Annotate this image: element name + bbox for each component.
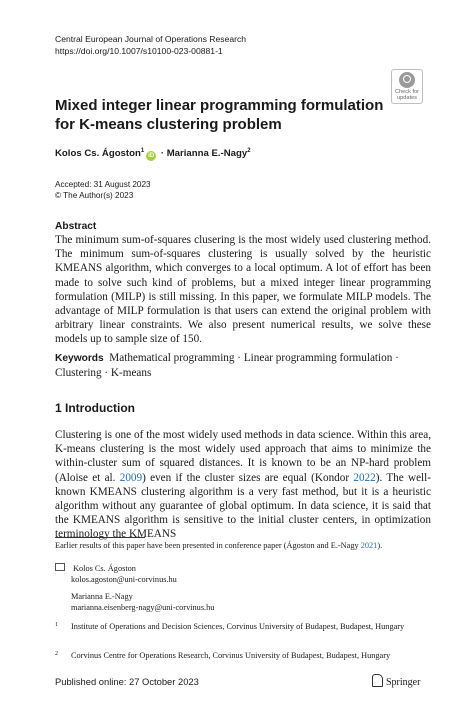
- copyright: © The Author(s) 2023: [55, 191, 134, 200]
- footnote: [55, 541, 431, 550]
- keywords-text: Mathematical programming · Linear programming formulation · Clustering · K-means: [55, 352, 399, 380]
- published-online: Published online: 27 October 2023: [55, 676, 199, 687]
- abstract-text: The minimum sum-of-squares clusering is the most widely used clustering method. The minimum sum-of-squares clustering is usually solved by the heuristic KMEANS algorithm, which converges to a local optimum. A lot of effort has been made to solve such kind of problems, but a mixed integer linear programming formulation (MILP) is still missing. In this paper, we formulate MILP models. The advantage of MILP formulation is that users can extend the original problem with arbitrary linear constraints. We also present numerical results, we solve these models up to sample size of 150.: [55, 234, 431, 346]
- section-heading: 1 Introduction: [55, 401, 135, 415]
- author-2-affiliation: 2: [247, 148, 251, 154]
- check-updates-icon: [399, 72, 415, 88]
- affiliation-number: 2: [55, 651, 58, 657]
- citation-link[interactable]: 2009: [119, 471, 143, 484]
- author-list: [55, 148, 251, 161]
- journal-header: [55, 34, 246, 57]
- paper-title: Mixed integer linear programming formulation for K-means clustering problem: [55, 97, 384, 133]
- affiliation-number: 1: [55, 622, 58, 628]
- journal-name: Central European Journal of Operations Research: [55, 34, 247, 44]
- correspondence: [55, 563, 214, 613]
- check-updates-badge[interactable]: [391, 69, 423, 104]
- springer-logo-icon: [372, 674, 383, 687]
- author-1-affiliation: 1: [140, 148, 145, 154]
- accepted-date: Accepted: 31 August 2023: [55, 180, 151, 189]
- affiliation-2: [55, 650, 431, 661]
- corr-email-2[interactable]: marianna.eisenberg-nagy@uni-corvinus.hu: [71, 603, 215, 612]
- intro-text-1: Clustering is one of the most widely used methods in data science. Within this area, K-means clustering is the most widely used approach that aims to minimize the within-cluster sum of squared distances. It is known to be an NP-hard problem (Aloise et al.: [55, 429, 431, 484]
- article-dates: [55, 179, 151, 201]
- springer-logo: [372, 674, 420, 688]
- mail-icon: [55, 563, 65, 571]
- abstract-heading: Abstract: [55, 221, 97, 232]
- author-separator: ·: [158, 148, 167, 160]
- keywords-label: Keywords: [55, 353, 104, 364]
- corr-name-1: Kolos Cs. Ágoston: [73, 564, 136, 573]
- journal-doi[interactable]: https://doi.org/10.1007/s10100-023-00881-1: [55, 45, 223, 56]
- author-2[interactable]: Marianna E.-Nagy: [166, 148, 248, 160]
- author-1[interactable]: Kolos Cs. Ágoston: [55, 148, 141, 160]
- corr-name-2: Marianna E.-Nagy: [71, 592, 133, 601]
- check-updates-line2: updates: [397, 95, 417, 101]
- citation-link[interactable]: 2022: [353, 471, 376, 484]
- check-updates-line1: Check for: [395, 89, 419, 95]
- orcid-icon[interactable]: iD: [148, 153, 155, 160]
- corr-email-1[interactable]: kolos.agoston@uni-corvinus.hu: [71, 575, 177, 584]
- footnote-divider: [55, 537, 145, 538]
- footnote-text: Earlier results of this paper have been presented in conference paper (Ágoston and E.-Nagy: [55, 541, 361, 550]
- keywords: [55, 351, 431, 380]
- affiliation-1: [55, 621, 431, 632]
- citation-link[interactable]: 2021: [360, 541, 378, 550]
- affiliation-text: Corvinus Centre for Operations Research, Corvinus University of Budapest, Budapest, Hungary: [71, 651, 391, 660]
- affiliation-text: Institute of Operations and Decision Sciences, Corvinus University of Budapest, Budapest, Hungary: [71, 622, 405, 631]
- intro-text-3: ). The well-known KMEANS clustering algorithm is a very fast method, but it is a heuristic algorithm without any guarantee of global optimum. In data science, it is said that the KMEANS algorithm is sensitive to the initial cluster centers, in optimization terminology the KMEANS: [55, 471, 431, 541]
- intro-text-2: ) even if the cluster sizes are equal (Kondor: [142, 471, 354, 484]
- publisher-name: Springer: [386, 677, 421, 688]
- footnote-end: ).: [377, 541, 383, 550]
- intro-paragraph: [55, 428, 431, 542]
